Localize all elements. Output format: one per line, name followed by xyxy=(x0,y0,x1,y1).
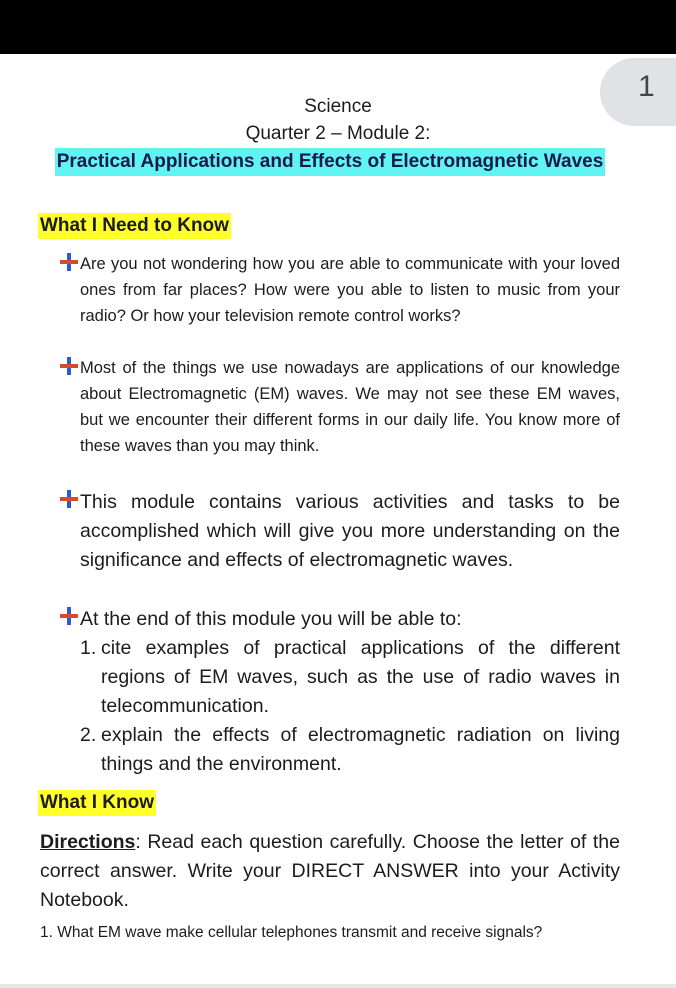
objective-text: cite examples of practical applications of the different regions of EM waves, such as the use of radio waves in telecommunication. xyxy=(101,637,620,717)
bullet-item xyxy=(60,355,620,459)
bullet-item xyxy=(60,488,620,575)
bullet-item xyxy=(60,605,620,634)
bottom-divider xyxy=(0,984,676,988)
subject-heading: Science xyxy=(304,96,372,117)
bullet-item xyxy=(60,251,620,329)
bullet-cross-icon xyxy=(60,357,78,375)
directions-label: Directions xyxy=(40,831,136,853)
page-number: 1 xyxy=(638,70,655,103)
bullet-cross-icon xyxy=(60,253,78,271)
module-title: Practical Applications and Effects of Electromagnetic Waves xyxy=(55,148,605,176)
objective-item xyxy=(80,721,620,779)
objective-number: 1. xyxy=(80,637,97,659)
top-black-bar xyxy=(0,0,676,54)
objective-item xyxy=(80,634,620,721)
bullet-text: Most of the things we use nowadays are applications of our knowledge about Electromagnetic (EM) waves. We may not see these EM waves, but we encounter their different forms in our daily life. You know more of these waves than you may think. xyxy=(80,359,620,455)
section-what-i-know: What I Know xyxy=(38,790,156,816)
section-what-i-need-to-know: What I Need to Know xyxy=(38,213,231,239)
question-1: 1. What EM wave make cellular telephones transmit and receive signals? xyxy=(40,924,543,941)
bullet-text: This module contains various activities and tasks to be accomplished which will give you more understanding on the significance and effects of electromagnetic waves. xyxy=(80,491,620,571)
directions-text: : Read each question carefully. Choose the letter of the correct answer. Write your DIRECT ANSWER into your Activity Notebook. xyxy=(40,831,620,911)
directions-paragraph xyxy=(40,828,620,915)
objective-text: explain the effects of electromagnetic radiation on living things and the environment. xyxy=(101,724,620,775)
objective-number: 2. xyxy=(80,724,97,746)
bullet-text: At the end of this module you will be able to: xyxy=(80,608,462,630)
quarter-heading: Quarter 2 – Module 2: xyxy=(245,123,431,144)
bullet-cross-icon xyxy=(60,490,78,508)
bullet-text: Are you not wondering how you are able to communicate with your loved ones from far places? How were you able to listen to music from your radio? Or how your television remote control works? xyxy=(80,255,620,325)
bullet-cross-icon xyxy=(60,607,78,625)
